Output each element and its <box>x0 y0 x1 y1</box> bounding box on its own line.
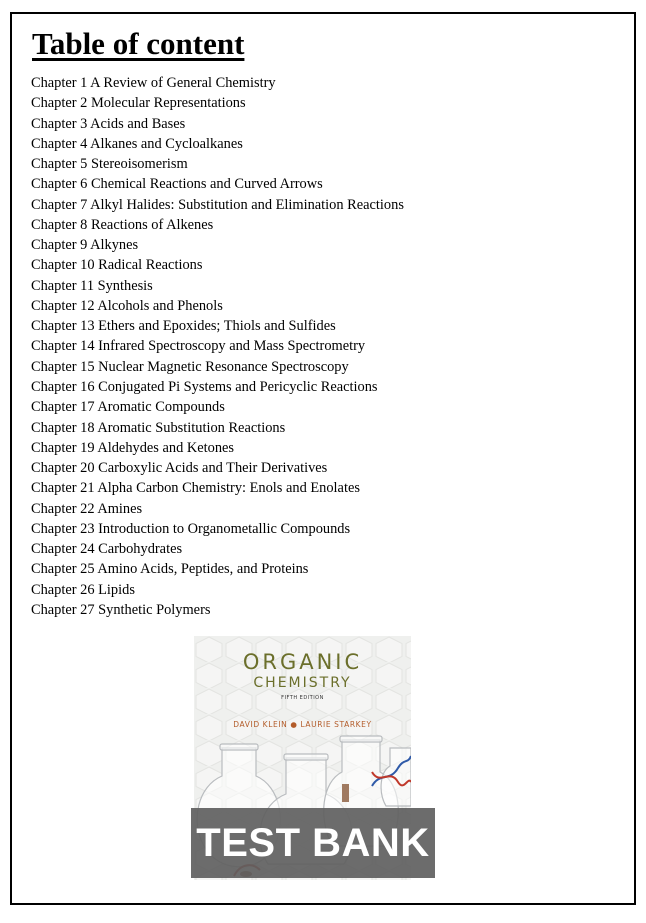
chapter-item: Chapter 22 Amines <box>31 500 143 517</box>
chapter-item: Chapter 7 Alkyl Halides: Substitution and Elimination Reactions <box>31 196 404 213</box>
chapter-item: Chapter 1 A Review of General Chemistry <box>31 75 276 91</box>
chapter-item: Chapter 2 Molecular Representations <box>31 95 246 112</box>
cover-title: ORGANIC <box>242 650 363 674</box>
chapter-item: Chapter 4 Alkanes and Cycloalkanes <box>31 135 243 152</box>
page-title: Table of content <box>32 26 245 61</box>
cover-edition: FIFTH EDITION <box>281 695 324 701</box>
chapter-item: Chapter 18 Aromatic Substitution Reactions <box>31 419 286 436</box>
chapter-item: Chapter 14 Infrared Spectroscopy and Mass Spectrometry <box>31 338 366 355</box>
chapter-list <box>31 73 404 620</box>
chapter-item: Chapter 9 Alkynes <box>31 237 139 254</box>
chapter-item: Chapter 10 Radical Reactions <box>31 257 203 274</box>
chapter-item: Chapter 24 Carbohydrates <box>31 541 183 558</box>
test-bank-stamp: TEST BANK <box>191 808 435 878</box>
chapter-item: Chapter 26 Lipids <box>31 581 135 598</box>
chapter-item: Chapter 25 Amino Acids, Peptides, and Proteins <box>31 561 309 578</box>
chapter-item: Chapter 11 Synthesis <box>31 277 153 294</box>
chapter-item: Chapter 19 Aldehydes and Ketones <box>31 439 235 456</box>
chapter-item: Chapter 8 Reactions of Alkenes <box>31 216 214 233</box>
cover-authors: DAVID KLEIN ● LAURIE STARKEY <box>233 720 372 729</box>
chapter-item: Chapter 13 Ethers and Epoxides; Thiols and Sulfides <box>31 318 336 335</box>
chapter-item: Chapter 21 Alpha Carbon Chemistry: Enols and Enolates <box>31 480 360 497</box>
chapter-item: Chapter 16 Conjugated Pi Systems and Pericyclic Reactions <box>31 378 378 395</box>
chapter-item: Chapter 17 Aromatic Compounds <box>31 399 225 416</box>
chapter-item: Chapter 3 Acids and Bases <box>31 115 186 132</box>
chapter-item: Chapter 15 Nuclear Magnetic Resonance Spectroscopy <box>31 358 349 375</box>
chapter-item: Chapter 20 Carboxylic Acids and Their Derivatives <box>31 460 328 477</box>
chapter-item: Chapter 23 Introduction to Organometallic Compounds <box>31 520 351 537</box>
chapter-item: Chapter 12 Alcohols and Phenols <box>31 297 223 314</box>
cover-subtitle: CHEMISTRY <box>253 675 352 691</box>
chapter-item: Chapter 6 Chemical Reactions and Curved Arrows <box>31 176 323 193</box>
chapter-item: Chapter 5 Stereoisomerism <box>31 156 188 173</box>
chapter-item: Chapter 27 Synthetic Polymers <box>31 601 211 618</box>
